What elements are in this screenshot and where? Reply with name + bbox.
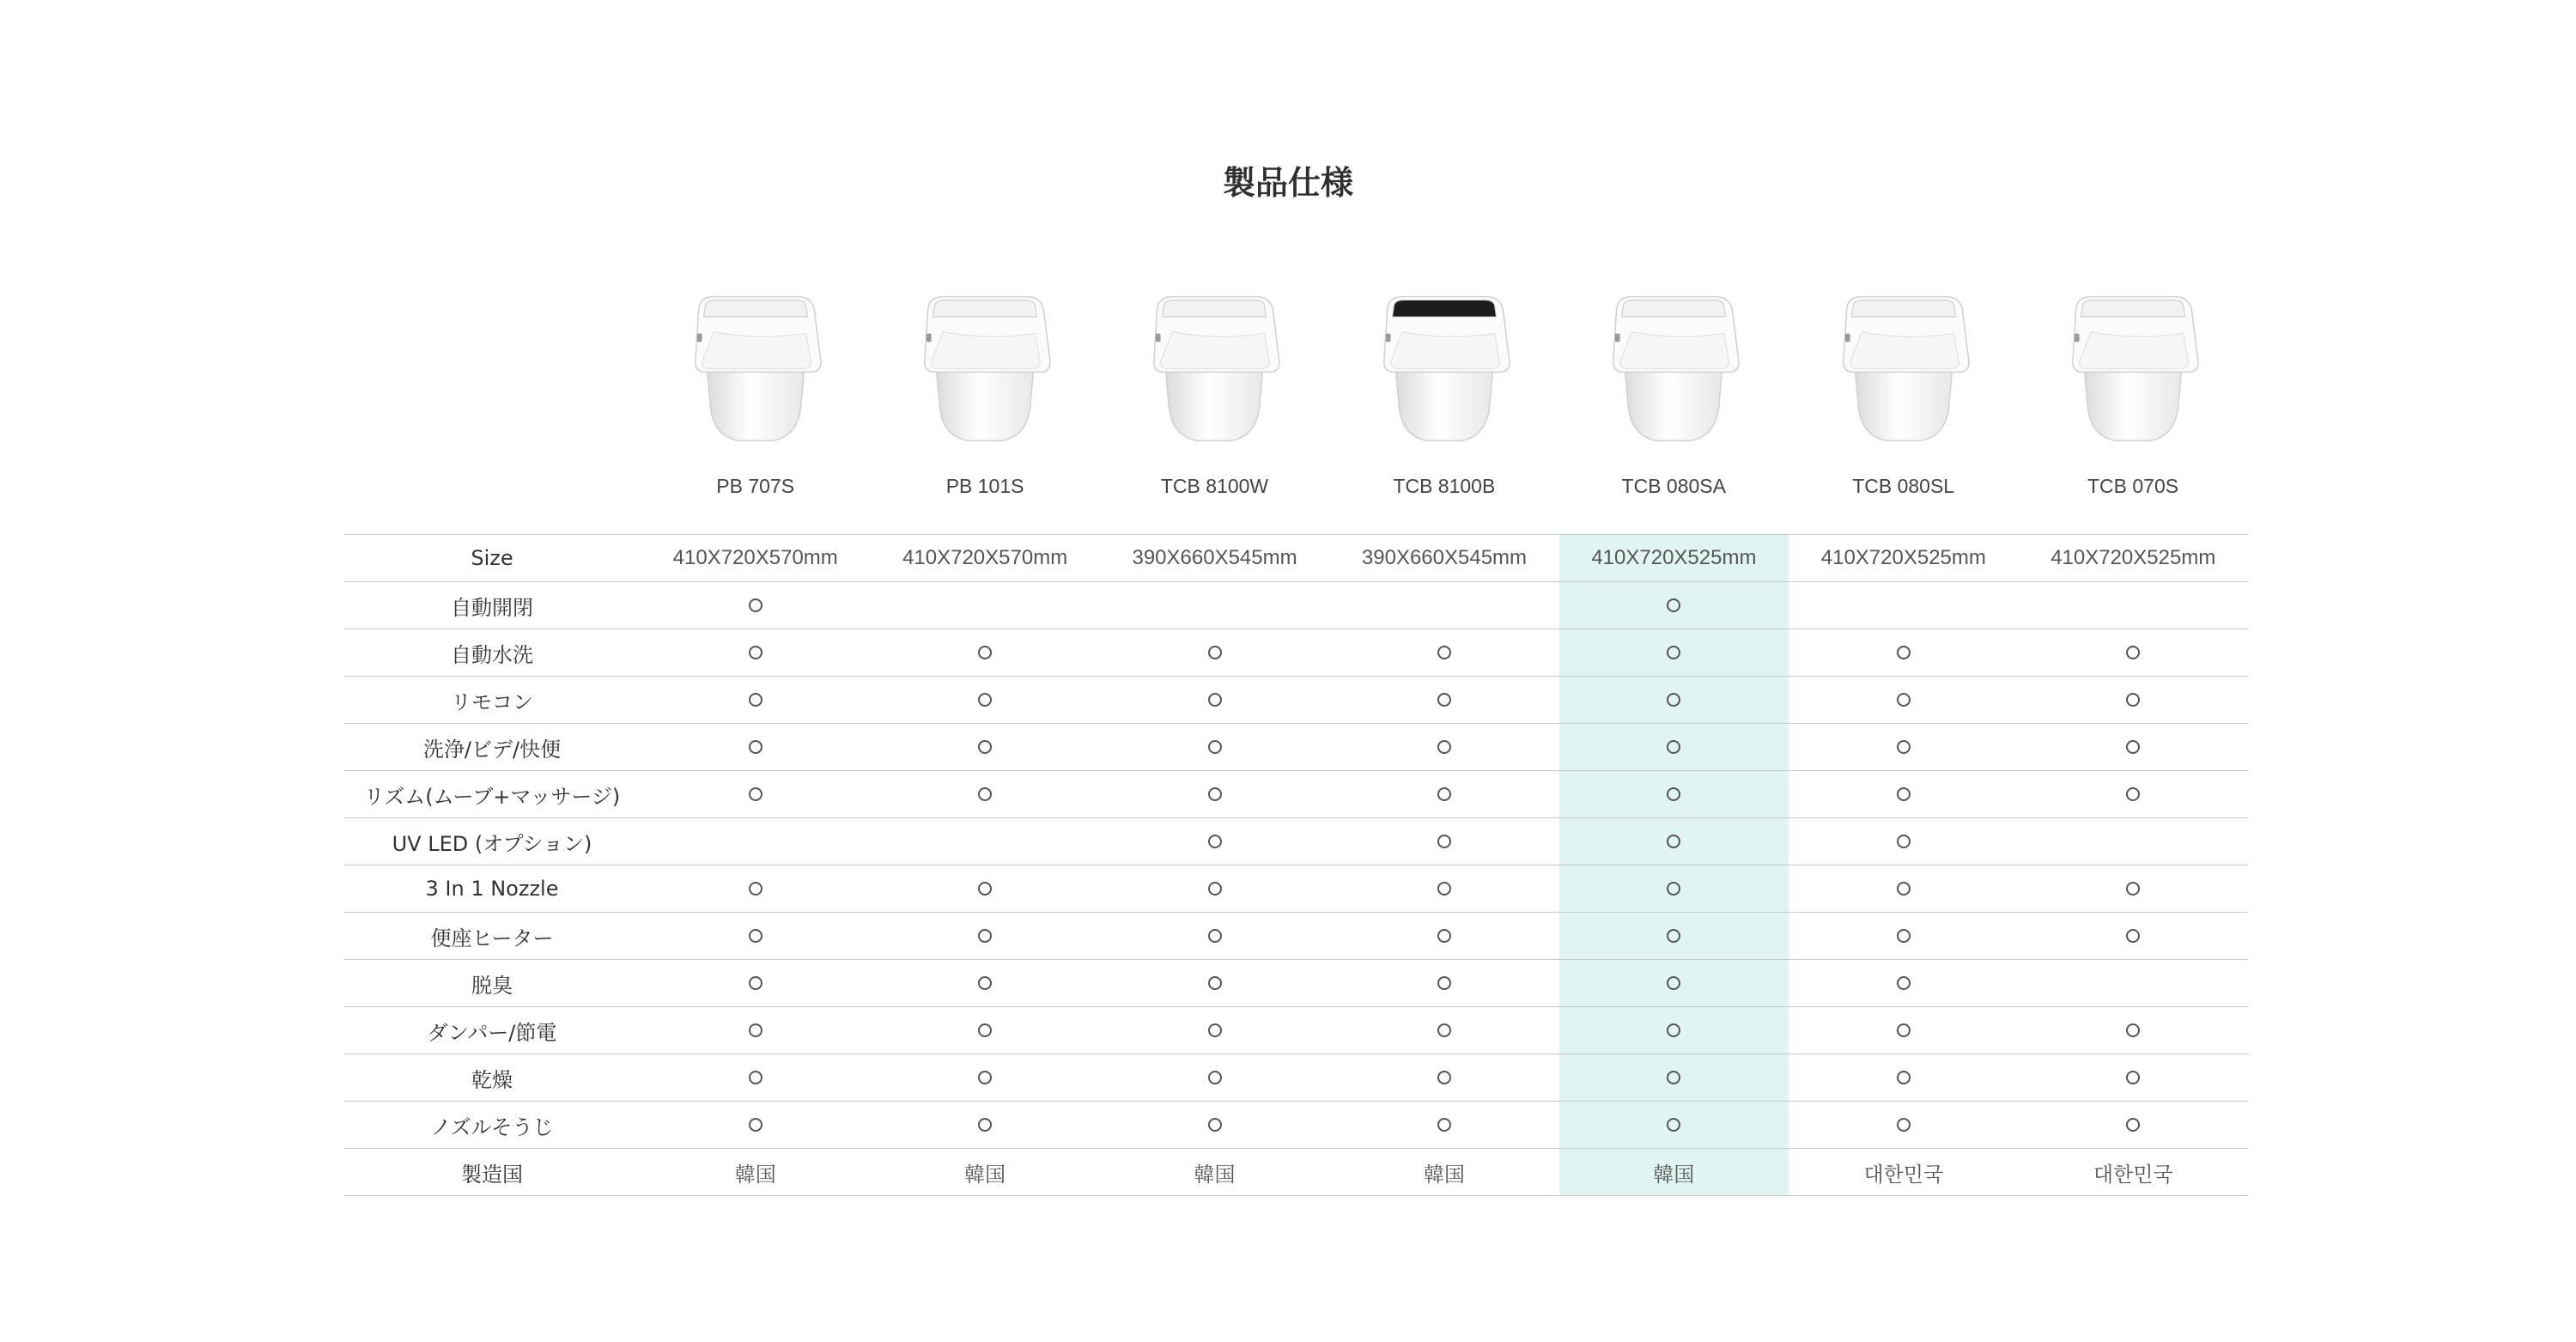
supported-circle-icon (2126, 882, 2140, 896)
product-name: TCB 080SL (1852, 475, 1955, 497)
feature-cell (2019, 629, 2248, 677)
toilet-product-image (908, 282, 1062, 449)
supported-circle-icon (1897, 1071, 1911, 1084)
supported-circle-icon (1437, 646, 1451, 659)
supported-circle-icon (1667, 1118, 1680, 1132)
feature-cell (870, 1102, 1099, 1149)
supported-circle-icon (749, 929, 762, 943)
supported-circle-icon (978, 1118, 992, 1132)
feature-cell (641, 677, 870, 724)
spec-row (343, 1149, 2248, 1196)
supported-circle-icon (1667, 929, 1680, 943)
feature-cell (1100, 771, 1329, 818)
supported-circle-icon (749, 976, 762, 990)
feature-cell (1329, 629, 1558, 677)
feature-cell (1329, 865, 1558, 913)
supported-circle-icon (2126, 1071, 2140, 1084)
feature-cell (1100, 865, 1329, 913)
supported-circle-icon (1667, 693, 1680, 707)
feature-cell (1100, 913, 1329, 960)
feature-cell (641, 818, 870, 865)
supported-circle-icon (978, 929, 992, 943)
origin-value: 韓国 (870, 1149, 1099, 1196)
supported-circle-icon (1897, 882, 1911, 896)
feature-cell (1559, 629, 1789, 677)
feature-cell (1100, 629, 1329, 677)
toilet-product-image (1137, 282, 1291, 449)
supported-circle-icon (1667, 740, 1680, 754)
spec-row (343, 535, 2248, 582)
spec-table (343, 534, 2248, 1196)
spec-label: 洗浄/ビデ/快便 (343, 724, 641, 771)
size-value: 410X720X570mm (870, 535, 1099, 582)
feature-cell (1329, 818, 1558, 865)
spec-row (343, 629, 2248, 677)
feature-cell (870, 629, 1099, 677)
product-column (1100, 275, 1329, 498)
origin-value: 韓国 (1329, 1149, 1558, 1196)
supported-circle-icon (978, 646, 992, 659)
spec-label: UV LED (オプション) (343, 818, 641, 865)
supported-circle-icon (1208, 1071, 1222, 1084)
feature-cell (1100, 582, 1329, 629)
supported-circle-icon (2126, 740, 2140, 754)
feature-cell (1329, 1102, 1558, 1149)
feature-cell (2019, 1054, 2248, 1102)
supported-circle-icon (749, 787, 762, 801)
origin-value: 韓国 (1100, 1149, 1329, 1196)
feature-cell (1100, 960, 1329, 1007)
supported-circle-icon (1667, 598, 1680, 612)
spec-label: 乾燥 (343, 1054, 641, 1102)
supported-circle-icon (1437, 882, 1451, 896)
spec-row (343, 582, 2248, 629)
page-title: 製品仕様 (1222, 164, 1353, 202)
supported-circle-icon (1208, 646, 1222, 659)
feature-cell (1789, 865, 2018, 913)
supported-circle-icon (749, 1118, 762, 1132)
supported-circle-icon (749, 740, 762, 754)
feature-cell (641, 865, 870, 913)
supported-circle-icon (1897, 835, 1911, 848)
spec-label: リモコン (343, 677, 641, 724)
feature-cell (870, 818, 1099, 865)
toilet-product-image (1826, 282, 1981, 449)
supported-circle-icon (749, 882, 762, 896)
feature-cell (870, 582, 1099, 629)
toilet-product-image (1367, 282, 1522, 449)
feature-cell (870, 1054, 1099, 1102)
toilet-product-image (1596, 282, 1751, 449)
feature-cell (1559, 960, 1789, 1007)
feature-cell (2019, 1007, 2248, 1054)
supported-circle-icon (978, 976, 992, 990)
feature-cell (2019, 677, 2248, 724)
toilet-product-image (2056, 282, 2210, 449)
spec-label: 3 In 1 Nozzle (343, 865, 641, 913)
product-name: TCB 8100W (1160, 475, 1269, 497)
supported-circle-icon (2126, 1118, 2140, 1132)
supported-circle-icon (978, 787, 992, 801)
feature-cell (1559, 818, 1789, 865)
supported-circle-icon (1437, 976, 1451, 990)
spec-row (343, 865, 2248, 913)
spec-label: 脱臭 (343, 960, 641, 1007)
feature-cell (641, 1007, 870, 1054)
feature-cell (1329, 960, 1558, 1007)
feature-cell (1559, 677, 1789, 724)
feature-cell (641, 1102, 870, 1149)
product-name: PB 707S (716, 475, 795, 497)
supported-circle-icon (1897, 787, 1911, 801)
feature-cell (1559, 724, 1789, 771)
size-value: 390X660X545mm (1329, 535, 1558, 582)
product-column (870, 275, 1099, 498)
supported-circle-icon (1437, 1118, 1451, 1132)
supported-circle-icon (978, 1071, 992, 1084)
supported-circle-icon (1667, 835, 1680, 848)
supported-circle-icon (749, 598, 762, 612)
feature-cell (1559, 913, 1789, 960)
feature-cell (641, 913, 870, 960)
feature-cell (1559, 1007, 1789, 1054)
feature-cell (1100, 1054, 1329, 1102)
spec-label: 製造国 (343, 1149, 641, 1196)
spec-label: Size (343, 535, 641, 582)
feature-cell (1100, 677, 1329, 724)
feature-cell (641, 771, 870, 818)
feature-cell (1559, 1102, 1789, 1149)
supported-circle-icon (1667, 787, 1680, 801)
origin-value: 韓国 (1559, 1149, 1789, 1196)
supported-circle-icon (1208, 976, 1222, 990)
spec-label: 自動水洗 (343, 629, 641, 677)
supported-circle-icon (1897, 646, 1911, 659)
supported-circle-icon (1208, 882, 1222, 896)
origin-value: 韓国 (641, 1149, 870, 1196)
feature-cell (1789, 1054, 2018, 1102)
product-column (641, 275, 870, 498)
feature-cell (1329, 1054, 1558, 1102)
product-column (1789, 275, 2018, 498)
supported-circle-icon (1208, 1023, 1222, 1037)
supported-circle-icon (2126, 929, 2140, 943)
supported-circle-icon (749, 1023, 762, 1037)
feature-cell (1329, 582, 1558, 629)
feature-cell (870, 724, 1099, 771)
supported-circle-icon (1208, 740, 1222, 754)
supported-circle-icon (1437, 693, 1451, 707)
product-name: TCB 8100B (1393, 475, 1496, 497)
feature-cell (641, 960, 870, 1007)
product-name: PB 101S (945, 475, 1024, 497)
spec-row (343, 724, 2248, 771)
feature-cell (870, 677, 1099, 724)
spec-row (343, 1054, 2248, 1102)
size-value: 410X720X525mm (1559, 535, 1789, 582)
supported-circle-icon (1667, 646, 1680, 659)
product-column (1559, 275, 1789, 498)
spec-row (343, 913, 2248, 960)
feature-cell (2019, 865, 2248, 913)
feature-cell (870, 1007, 1099, 1054)
supported-circle-icon (749, 693, 762, 707)
feature-cell (1559, 771, 1789, 818)
spec-label: ダンパー/節電 (343, 1007, 641, 1054)
feature-cell (1789, 771, 2018, 818)
feature-cell (641, 724, 870, 771)
supported-circle-icon (1208, 693, 1222, 707)
supported-circle-icon (1437, 835, 1451, 848)
feature-cell (870, 913, 1099, 960)
feature-cell (641, 582, 870, 629)
spec-row (343, 1007, 2248, 1054)
supported-circle-icon (1208, 787, 1222, 801)
feature-cell (1559, 1054, 1789, 1102)
supported-circle-icon (1897, 1118, 1911, 1132)
supported-circle-icon (1667, 1071, 1680, 1084)
origin-value: 대한민국 (1789, 1149, 2018, 1196)
spec-label: リズム(ムーブ+マッサージ) (343, 771, 641, 818)
feature-cell (2019, 582, 2248, 629)
feature-cell (1329, 677, 1558, 724)
spec-row (343, 960, 2248, 1007)
size-value: 390X660X545mm (1100, 535, 1329, 582)
feature-cell (1559, 865, 1789, 913)
supported-circle-icon (1667, 976, 1680, 990)
feature-cell (870, 960, 1099, 1007)
feature-cell (1329, 771, 1558, 818)
supported-circle-icon (1437, 1071, 1451, 1084)
feature-cell (1100, 1007, 1329, 1054)
supported-circle-icon (978, 740, 992, 754)
size-value: 410X720X525mm (2019, 535, 2248, 582)
supported-circle-icon (1437, 740, 1451, 754)
supported-circle-icon (978, 882, 992, 896)
supported-circle-icon (1667, 1023, 1680, 1037)
spec-row (343, 818, 2248, 865)
supported-circle-icon (749, 646, 762, 659)
feature-cell (2019, 960, 2248, 1007)
feature-cell (1329, 913, 1558, 960)
spec-row (343, 771, 2248, 818)
feature-cell (1789, 677, 2018, 724)
supported-circle-icon (978, 693, 992, 707)
feature-cell (1789, 1102, 2018, 1149)
supported-circle-icon (2126, 646, 2140, 659)
supported-circle-icon (1208, 835, 1222, 848)
supported-circle-icon (2126, 1023, 2140, 1037)
feature-cell (1789, 913, 2018, 960)
product-name: TCB 080SA (1621, 475, 1726, 497)
feature-cell (1100, 1102, 1329, 1149)
spec-label: ノズルそうじ (343, 1102, 641, 1149)
supported-circle-icon (1437, 929, 1451, 943)
feature-cell (1789, 960, 2018, 1007)
feature-cell (1789, 629, 2018, 677)
feature-cell (1329, 1007, 1558, 1054)
product-header-row (641, 275, 2248, 498)
feature-cell (2019, 724, 2248, 771)
feature-cell (1100, 724, 1329, 771)
supported-circle-icon (749, 1071, 762, 1084)
origin-value: 대한민국 (2019, 1149, 2248, 1196)
supported-circle-icon (978, 1023, 992, 1037)
feature-cell (2019, 913, 2248, 960)
supported-circle-icon (1667, 882, 1680, 896)
feature-cell (1100, 818, 1329, 865)
feature-cell (2019, 1102, 2248, 1149)
feature-cell (870, 865, 1099, 913)
feature-cell (641, 1054, 870, 1102)
supported-circle-icon (1437, 1023, 1451, 1037)
feature-cell (1329, 724, 1558, 771)
supported-circle-icon (2126, 787, 2140, 801)
feature-cell (1789, 582, 2018, 629)
spec-label: 自動開閉 (343, 582, 641, 629)
feature-cell (641, 629, 870, 677)
toilet-product-image (678, 282, 833, 449)
size-value: 410X720X525mm (1789, 535, 2018, 582)
feature-cell (1789, 818, 2018, 865)
supported-circle-icon (1208, 1118, 1222, 1132)
feature-cell (1789, 724, 2018, 771)
supported-circle-icon (1897, 976, 1911, 990)
supported-circle-icon (1897, 740, 1911, 754)
feature-cell (2019, 771, 2248, 818)
feature-cell (1559, 582, 1789, 629)
supported-circle-icon (1897, 693, 1911, 707)
product-column (2018, 275, 2247, 498)
supported-circle-icon (2126, 693, 2140, 707)
feature-cell (1789, 1007, 2018, 1054)
product-name: TCB 070S (2087, 475, 2179, 497)
spec-row (343, 677, 2248, 724)
feature-cell (2019, 818, 2248, 865)
supported-circle-icon (1437, 787, 1451, 801)
supported-circle-icon (1897, 1023, 1911, 1037)
supported-circle-icon (1208, 929, 1222, 943)
feature-cell (870, 771, 1099, 818)
size-value: 410X720X570mm (641, 535, 870, 582)
spec-label: 便座ヒーター (343, 913, 641, 960)
supported-circle-icon (1897, 929, 1911, 943)
spec-row (343, 1102, 2248, 1149)
product-column (1329, 275, 1558, 498)
